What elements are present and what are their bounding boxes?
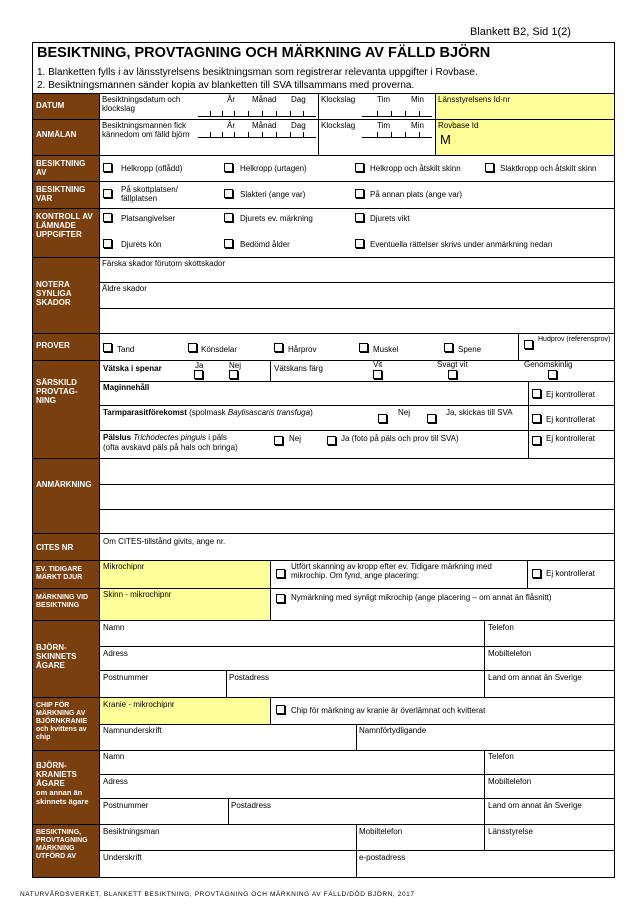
- day-label-2: Dag: [291, 121, 306, 130]
- kranie-sign-label: Namnunderskrift: [103, 726, 162, 735]
- markning-label: Djurets ev. märkning: [240, 214, 313, 223]
- slaktkropp-skinn-label: Slaktkropp och åtskilt skinn: [500, 164, 597, 173]
- hour-label-2: Tim: [377, 121, 391, 130]
- checkbox-vatska-ja[interactable]: [194, 370, 203, 379]
- label-kranie-agare: BJÖRN-KRANIETS ÄGARE om annan än skinnets ägare: [33, 751, 99, 824]
- min-label: Min: [411, 95, 424, 104]
- label-markning: MÄRKNING VID BESIKTNING: [33, 589, 99, 620]
- label-besiktning-var: BESIKTNING VAR: [33, 182, 99, 208]
- annan-plats-label: På annan plats (ange var): [370, 190, 463, 199]
- date-label: Besiktningsdatum och klockslag: [102, 95, 181, 113]
- min-label-2: Min: [411, 121, 424, 130]
- checkbox-kon[interactable]: [103, 239, 112, 248]
- svagt-vit-label: Svagt vit: [437, 360, 468, 369]
- rattelser-label: Eventuella rättelser skrivs under anmärkning nedan: [370, 240, 553, 249]
- checkbox-tarm-ej[interactable]: [532, 414, 541, 423]
- muskel-label: Muskel: [373, 345, 399, 354]
- slakteri-label: Slakteri (ange var): [240, 190, 306, 199]
- checkbox-nymarkning[interactable]: [276, 594, 285, 603]
- kranie-chip-text: Chip för märkning av kranie är överlämnat och kvitterat: [291, 706, 486, 715]
- checkbox-harprov[interactable]: [274, 343, 283, 352]
- checkbox-vit[interactable]: [373, 370, 382, 379]
- helkropp-urtagen-label: Helkropp (urtagen): [240, 164, 307, 173]
- tidigare-ej-label: Ej kontrollerat: [546, 569, 595, 578]
- checkbox-vatska-nej[interactable]: [229, 370, 238, 379]
- form-title: BESIKTNING, PROVTAGNING OCH MÄRKNING AV FÄLLD BJÖRN: [37, 45, 491, 61]
- lst-id-label: Länsstyrelsens Id-nr: [438, 95, 511, 104]
- clock-label: Klockslag: [321, 95, 356, 104]
- checkbox-alder[interactable]: [224, 239, 233, 248]
- spene-label: Spene: [458, 345, 482, 354]
- checkbox-genomskinlig[interactable]: [548, 370, 557, 379]
- year-label: År: [227, 95, 235, 104]
- instruction-2: 2. Besiktningsmannen sänder kopia av blanketten till SVA tillsammans med proverna.: [37, 80, 415, 91]
- tarm-label: Tarmparasitförekomst (spolmask Baylisascaris transfuga): [103, 408, 313, 417]
- checkbox-skanning[interactable]: [276, 569, 285, 578]
- checkbox-tarm-ja[interactable]: [427, 414, 436, 423]
- inspector-sign-label: Underskrift: [103, 853, 142, 862]
- owner-country-label: Land om annat än Sverige: [488, 673, 582, 682]
- tarm-ja-label: Ja, skickas till SVA: [446, 408, 513, 417]
- kranie-print-label: Namnförtydligande: [359, 726, 427, 735]
- label-cites: CITES NR: [33, 534, 99, 560]
- label-anmarkning: ANMÄRKNING: [33, 459, 99, 533]
- checkbox-pals-ja[interactable]: [327, 436, 336, 445]
- rovbase-prefix: M: [440, 132, 451, 147]
- pals-ja-label: Ja (foto på päls och prov till SVA): [341, 434, 459, 443]
- checkbox-slakteri[interactable]: [224, 189, 233, 198]
- skull-owner-postadress-label: Postadress: [231, 801, 272, 810]
- vikt-label: Djurets vikt: [370, 214, 410, 223]
- checkbox-helkropp-oflådd[interactable]: [103, 163, 112, 172]
- old-injuries-label: Äldre skador: [102, 284, 147, 293]
- checkbox-hudprov[interactable]: [524, 340, 533, 349]
- label-datum: DATUM: [33, 94, 99, 119]
- vatska-ja-label: Ja: [195, 361, 204, 370]
- harprov-label: Hårprov: [288, 345, 317, 354]
- helkropp-skinn-label: Helkropp och åtskilt skinn: [370, 164, 461, 173]
- checkbox-tidigare-ej[interactable]: [532, 569, 541, 578]
- owner-phone-label: Telefon: [488, 623, 514, 632]
- skull-owner-address-label: Adress: [103, 777, 128, 786]
- checkbox-markning[interactable]: [224, 213, 233, 222]
- clock-label-2: Klockslag: [321, 121, 356, 130]
- day-label: Dag: [291, 95, 306, 104]
- pals-ej-label: Ej kontrollerat: [546, 434, 595, 443]
- rovbase-label: Rovbase Id: [438, 121, 479, 130]
- konsdelar-label: Könsdelar: [201, 345, 238, 354]
- hudprov-label: Hudprov (referensprov): [538, 336, 611, 343]
- inspector-email-label: e-postadress: [359, 853, 406, 862]
- label-besiktning-av: BESIKTNING AV: [33, 156, 99, 181]
- label-kranie-chip: CHIP FÖR MÄRKNING AV BJÖRNKRANIE och kvittens av chip: [33, 698, 99, 750]
- checkbox-rattelser[interactable]: [355, 239, 364, 248]
- checkbox-svagt-vit[interactable]: [448, 370, 457, 379]
- checkbox-helkropp-urtagen[interactable]: [224, 163, 233, 172]
- skull-owner-country-label: Land om annat än Sverige: [488, 801, 582, 810]
- skull-owner-phone-label: Telefon: [488, 752, 514, 761]
- label-skinn-agare: BJÖRN-SKINNETS ÄGARE: [33, 621, 99, 697]
- label-sarskild: SÄRSKILD PROVTAG-NING: [33, 361, 99, 458]
- helkropp-oflådd-label: Helkropp (oflådd): [121, 164, 183, 173]
- inspector-county-label: Länsstyrelse: [488, 827, 533, 836]
- owner-address-label: Adress: [103, 649, 128, 658]
- checkbox-mag-ej[interactable]: [532, 389, 541, 398]
- maginnehall-label: Maginnehåll: [103, 383, 150, 392]
- owner-postadress-label: Postadress: [229, 673, 270, 682]
- hour-label: Tim: [377, 95, 391, 104]
- instruction-1: 1. Blanketten fylls i av länsstyrelsens besiktningsman som registrerar relevanta uppgifter i Rovbase.: [37, 67, 478, 78]
- label-anmalan: ANMÄLAN: [33, 120, 99, 155]
- platsangivelser-label: Platsangivelser: [121, 214, 176, 223]
- checkbox-annan-plats[interactable]: [355, 189, 364, 198]
- label-tidigare: EV. TIDIGARE MÄRKT DJUR: [33, 561, 99, 588]
- checkbox-pals-nej[interactable]: [274, 436, 283, 445]
- fresh-injuries-label: Färska skador förutom skottskador: [102, 259, 226, 268]
- skull-owner-mobile-label: Mobiltelefon: [488, 777, 532, 786]
- checkbox-kranie-chip[interactable]: [276, 705, 285, 714]
- kranie-chip-label: Kranie - mikrochipnr: [103, 700, 175, 709]
- checkbox-slaktkropp-skinn[interactable]: [485, 163, 494, 172]
- mag-ej-label: Ej kontrollerat: [546, 390, 595, 399]
- tarm-ej-label: Ej kontrollerat: [546, 415, 595, 424]
- checkbox-konsdelar[interactable]: [188, 343, 197, 352]
- checkbox-skottplatsen[interactable]: [103, 189, 112, 198]
- checkbox-helkropp-skinn[interactable]: [355, 163, 364, 172]
- kon-label: Djurets kön: [121, 240, 162, 249]
- notified-label: Besiktningsmannen fick kännedom om fälld björn: [102, 121, 190, 139]
- checkbox-muskel[interactable]: [359, 343, 368, 352]
- skull-owner-name-label: Namn: [103, 752, 125, 761]
- pals-note: (ofta avskavd päls på hals och bringa): [103, 443, 238, 452]
- checkbox-platsangivelser[interactable]: [103, 213, 112, 222]
- checkbox-tand[interactable]: [103, 343, 112, 352]
- mikrochip-label: Mikrochipnr: [103, 562, 145, 571]
- label-prover: PROVER: [33, 334, 99, 360]
- vatska-label: Vätska i spenar: [103, 364, 162, 373]
- checkbox-tarm-nej[interactable]: [378, 414, 387, 423]
- inspector-mobile-label: Mobiltelefon: [359, 827, 403, 836]
- tarm-nej-label: Nej: [398, 408, 411, 417]
- sheet-number: Blankett B2, Sid 1(2): [470, 26, 571, 38]
- owner-name-label: Namn: [103, 623, 125, 632]
- owner-postnr-label: Postnummer: [103, 673, 149, 682]
- cites-text: Om CITES-tillstånd givits, ange nr.: [103, 537, 226, 546]
- pals-nej-label: Nej: [289, 434, 302, 443]
- label-kontroll: KONTROLL AV LÄMNADE UPPGIFTER: [33, 209, 99, 257]
- nymarkning-label: Nymärkning med synligt mikrochip (ange placering – om annat än flåsnitt): [291, 593, 552, 602]
- inspector-label: Besiktningsman: [103, 827, 160, 836]
- label-utford: BESIKTNING, PROVTAGNING MÄRKNING UTFÖRD AV: [33, 825, 99, 877]
- owner-mobile-label: Mobiltelefon: [488, 649, 532, 658]
- alder-label: Bedömd ålder: [240, 240, 290, 249]
- label-skador: NOTERA SYNLIGA SKADOR: [33, 258, 99, 333]
- checkbox-spene[interactable]: [444, 343, 453, 352]
- month-label-2: Månad: [252, 121, 277, 130]
- skottplatsen-label: På skottplatsen/ fällplatsen: [121, 185, 178, 203]
- skanning-label: Utfört skanning av kropp efter ev. Tidigare märkning med mikrochip. Om fynd, ange placering:: [291, 562, 492, 580]
- checkbox-vikt[interactable]: [355, 213, 364, 222]
- skull-owner-postnr-label: Postnummer: [103, 801, 149, 810]
- farg-label: Vätskans färg: [274, 364, 323, 373]
- checkbox-pals-ej[interactable]: [532, 436, 541, 445]
- footer: NATURVÅRDSVERKET, BLANKETT BESIKTNING, PROVTAGNING OCH MÄRKNING AV FÄLLD/DÖD BJÖRN, 2017: [20, 891, 415, 898]
- vatska-nej-label: Nej: [229, 361, 242, 370]
- year-label-2: År: [227, 121, 235, 130]
- skinn-chip-label: Skinn - mikrochipnr: [103, 590, 172, 599]
- month-label: Månad: [252, 95, 277, 104]
- pals-label: Pälslus Trichodectes pinguis i päls: [103, 433, 227, 442]
- genomskinlig-label: Genomskinlig: [524, 360, 573, 369]
- vit-label: Vit: [373, 360, 383, 369]
- tand-label: Tand: [117, 345, 135, 354]
